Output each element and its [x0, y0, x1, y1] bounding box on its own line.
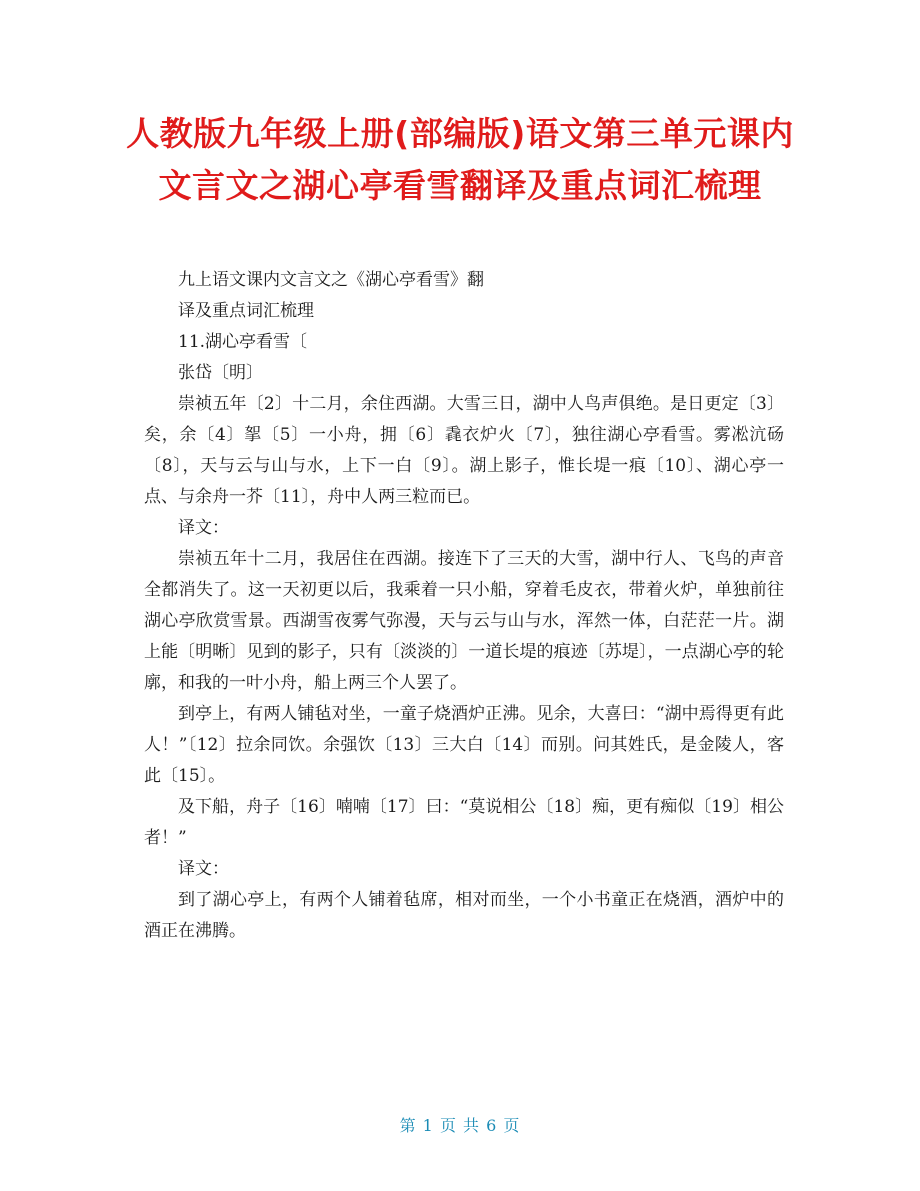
- paragraph-translation-2: 到了湖心亭上，有两个人铺着毡席，相对而坐，一个小书童正在烧酒，酒炉中的酒正在沸腾。: [144, 890, 784, 941]
- page-number-footer: 第 1 页 共 6 页: [399, 1116, 521, 1135]
- document-title: [0, 108, 920, 212]
- paragraph-translation-1: 崇祯五年十二月，我居住在西湖。接连下了三天的大雪，湖中行人、飞鸟的声音全都消失了。这一天初更以后，我乘着一只小船，穿着毛皮衣，带着火炉，单独前往湖心亭欣赏雪景。西湖雪夜雾气弥漫，天与云与山与水，浑然一体，白茫茫一片。湖上能〔明晰〕见到的影子，只有〔淡淡的〕一道长堤的痕迹〔苏堤〕，一点湖心亭的轮廓，和我的一叶小舟，船上两三个人罢了。: [144, 549, 784, 693]
- paragraph-original-3: 及下船，舟子〔16〕喃喃〔17〕曰：“莫说相公〔18〕痴，更有痴似〔19〕相公者！”: [144, 797, 784, 848]
- paragraph-subtitle-2: 译及重点词汇梳理: [178, 301, 314, 321]
- paragraph-original-2: 到亭上，有两人铺毡对坐，一童子烧酒炉正沸。见余，大喜曰：“湖中焉得更有此人！”〔12〕拉余同饮。余强饮〔13〕三大白〔14〕而别。问其姓氏，是金陵人，客此〔15〕。: [144, 704, 784, 786]
- paragraph-author: 张岱〔明〕: [178, 363, 263, 383]
- paragraph-original-1: 崇祯五年〔2〕十二月，余住西湖。大雪三日，湖中人鸟声俱绝。是日更定〔3〕矣，余〔4〕挐〔5〕一小舟，拥〔6〕毳衣炉火〔7〕，独往湖心亭看雪。雾凇沆砀〔8〕，天与云与山与水，上下一白〔9〕。湖上影子，惟长堤一痕〔10〕、湖心亭一点、与余舟一芥〔11〕，舟中人两三粒而已。: [144, 394, 784, 507]
- paragraph-lesson-heading: 11.湖心亭看雪〔: [178, 332, 308, 352]
- paragraph-translation-label-1: 译文：: [178, 518, 229, 538]
- title-line-1: 人教版九年级上册(部编版)语文第三单元课内: [126, 114, 794, 153]
- document-body: [144, 265, 784, 947]
- paragraph-translation-label-2: 译文：: [178, 859, 229, 879]
- paragraph-subtitle-1: 九上语文课内文言文之《湖心亭看雪》翻: [178, 270, 484, 290]
- title-line-2: 文言文之湖心亭看雪翻译及重点词汇梳理: [158, 166, 762, 205]
